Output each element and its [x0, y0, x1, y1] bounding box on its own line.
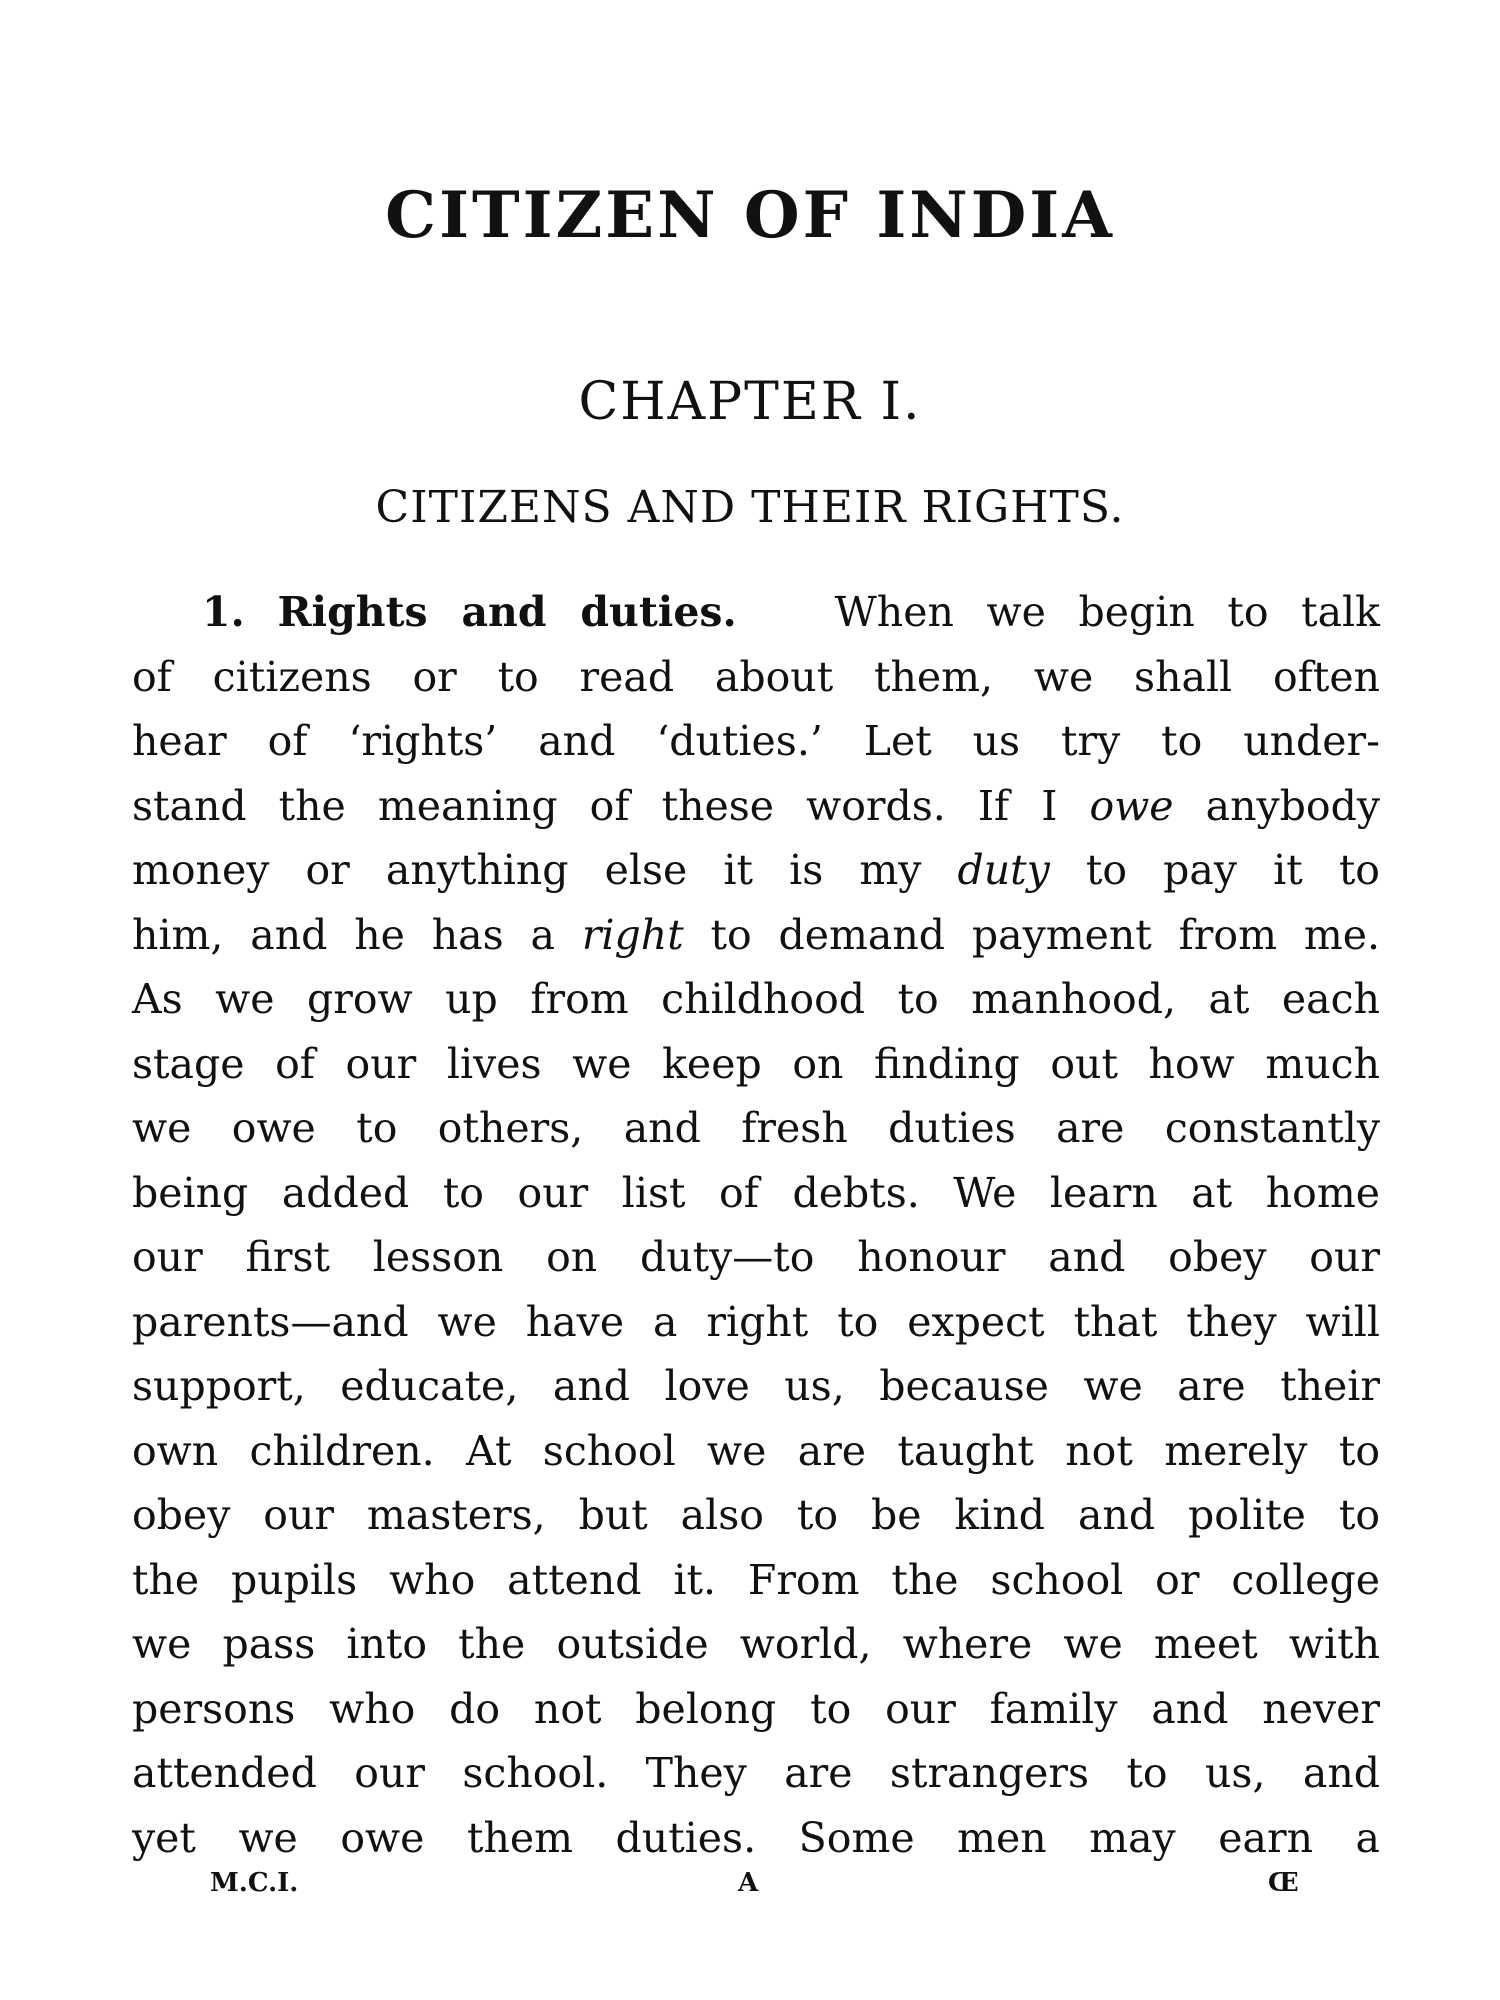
- text-line-segment: money or anything else it is my: [132, 846, 958, 894]
- signature-mark-left: M.C.I.: [210, 1868, 299, 1898]
- text-line: As we grow up from childhood to manhood, at each: [132, 975, 1380, 1023]
- text-line: yet we owe them duties. Some men may earn a: [132, 1813, 1380, 1862]
- text-line-segment: When we begin to talk: [834, 588, 1380, 636]
- text-line: [132, 774, 1380, 839]
- text-line: our first lesson on duty—to honour and obey our: [132, 1233, 1380, 1281]
- text-line: [132, 903, 1380, 968]
- text-line: stage of our lives we keep on finding out how much: [132, 1039, 1380, 1088]
- text-line-segment: anybody: [1173, 781, 1380, 830]
- text-line: of citizens or to read about them, we shall often: [132, 652, 1380, 701]
- italic-word: duty: [957, 846, 1050, 894]
- text-line-segment: to pay it to: [1049, 846, 1380, 894]
- book-title: CITIZEN OF INDIA: [385, 178, 1115, 253]
- text-line: [132, 838, 1380, 903]
- text-line: [132, 580, 1380, 645]
- signature-mark-right: Œ: [1268, 1868, 1299, 1898]
- chapter-title: CHAPTER I.: [578, 372, 922, 432]
- signature-footer: [0, 1868, 1500, 1908]
- text-line-segment: him, and he has a: [132, 910, 582, 959]
- italic-word: right: [581, 910, 684, 959]
- text-line-segment: to demand payment from me.: [683, 910, 1380, 959]
- body-text: [132, 580, 1380, 1870]
- signature-mark-middle: A: [738, 1868, 759, 1898]
- text-line: being added to our list of debts. We learn at home: [132, 1168, 1380, 1217]
- section-heading: Rights and duties.: [277, 588, 737, 636]
- text-line: we owe to others, and fresh duties are constantly: [132, 1104, 1380, 1152]
- text-line: own children. At school we are taught not merely to: [132, 1426, 1380, 1475]
- chapter-subtitle: CITIZENS AND THEIR RIGHTS.: [375, 482, 1125, 533]
- section-number: 1.: [202, 588, 245, 636]
- italic-word: owe: [1089, 781, 1174, 830]
- text-line: the pupils who attend it. From the school or college: [132, 1555, 1380, 1604]
- text-line: we pass into the outside world, where we meet with: [132, 1620, 1380, 1668]
- text-line: hear of ‘rights’ and ‘duties.’ Let us try to under-: [132, 717, 1380, 765]
- text-line-segment: stand the meaning of these words. If I: [132, 781, 1090, 830]
- text-line: parents—and we have a right to expect that they will: [132, 1297, 1380, 1346]
- text-line: attended our school. They are strangers to us, and: [132, 1749, 1380, 1797]
- text-line: support, educate, and love us, because we are their: [132, 1362, 1380, 1410]
- text-line: persons who do not belong to our family and never: [132, 1684, 1380, 1733]
- text-line: obey our masters, but also to be kind and polite to: [132, 1491, 1380, 1539]
